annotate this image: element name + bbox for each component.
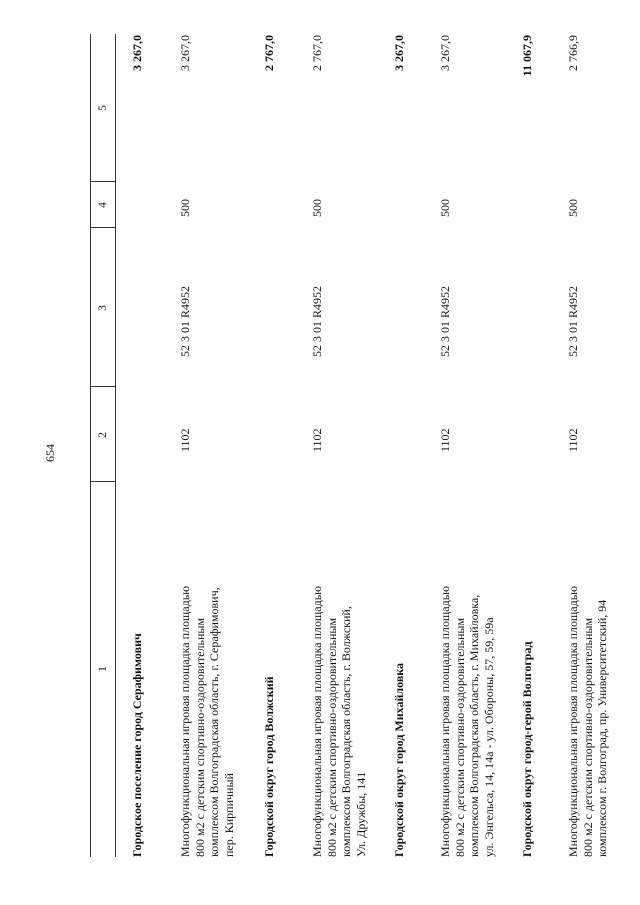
item-description-line: пер. Кирпичный [221,773,236,857]
group-title: Городской округ город Михайловка [392,662,406,857]
item-amount: 3 267,0 [438,35,452,71]
item-description-line: комплексом г. Волгоград, пр. Университетский, 94 [595,599,609,857]
item-description [438,586,496,857]
column-header: 4 [97,202,109,208]
section-code: 1102 [438,428,452,452]
item-amount: 2 767,0 [310,35,324,71]
column-divider [90,481,115,482]
group-total: 3 267,0 [130,35,144,71]
column-divider [90,386,115,387]
item-description-line: 800 м2 с детским спортивно-оздоровительным [580,617,595,857]
item-description [178,586,236,857]
item-description-line: 800 м2 с детским спортивно-оздоровительным [192,617,207,857]
group-title: Городской округ город-герой Волгоград [520,641,534,857]
item-description-line: Многофункциональная игровая площадка площадью [438,585,452,857]
table-top-border [90,34,91,857]
item-description-line: 800 м2 с детским спортивно-оздоровительным [452,617,467,857]
item-description-line: комплексом Волгоградская область, г. Волжский, [339,606,353,857]
item-amount: 2 766,9 [566,35,580,71]
expense-type: 500 [566,199,580,217]
expense-type: 500 [178,199,192,217]
item-description-line: комплексом Волгоградская область, г. Серафимович, [207,587,221,857]
header-bottom-border [115,34,116,857]
expense-type: 500 [310,199,324,217]
column-header: 3 [97,305,109,311]
target-article: 52 3 01 R4952 [178,285,192,357]
group-total: 2 767,0 [262,35,276,71]
target-article: 52 3 01 R4952 [566,285,580,357]
item-description [310,586,368,857]
column-header: 1 [97,666,109,672]
group-title: Городское поселение город Серафимович [130,633,144,857]
group-total: 11 067,9 [520,35,534,77]
item-description-line: Многофункциональная игровая площадка площадью [566,585,580,857]
item-description-line: ул. Энгельса, 14, 14а - ул. Обороны, 57, 59, 59а [481,617,496,857]
group-total: 3 267,0 [392,35,406,71]
item-description-line: комплексом Волгоградская область, г. Михайловка, [467,594,481,857]
target-article: 52 3 01 R4952 [438,285,452,357]
item-amount: 3 267,0 [178,35,192,71]
expense-type: 500 [438,199,452,217]
item-description [566,586,610,857]
item-description-line: Ул. Дружбы, 141 [353,771,368,857]
target-article: 52 3 01 R4952 [310,285,324,357]
group-title: Городской округ город Волжский [262,676,276,857]
section-code: 1102 [566,428,580,452]
item-description-line: 800 м2 с детским спортивно-оздоровительным [324,617,339,857]
item-description-line: Многофункциональная игровая площадка площадью [178,585,192,857]
section-code: 1102 [178,428,192,452]
item-description-line: Многофункциональная игровая площадка площадью [310,585,324,857]
column-divider [90,181,115,182]
column-header: 5 [97,105,109,111]
page-number: 654 [43,444,57,462]
column-divider [90,227,115,228]
section-code: 1102 [310,428,324,452]
column-header: 2 [97,432,109,438]
